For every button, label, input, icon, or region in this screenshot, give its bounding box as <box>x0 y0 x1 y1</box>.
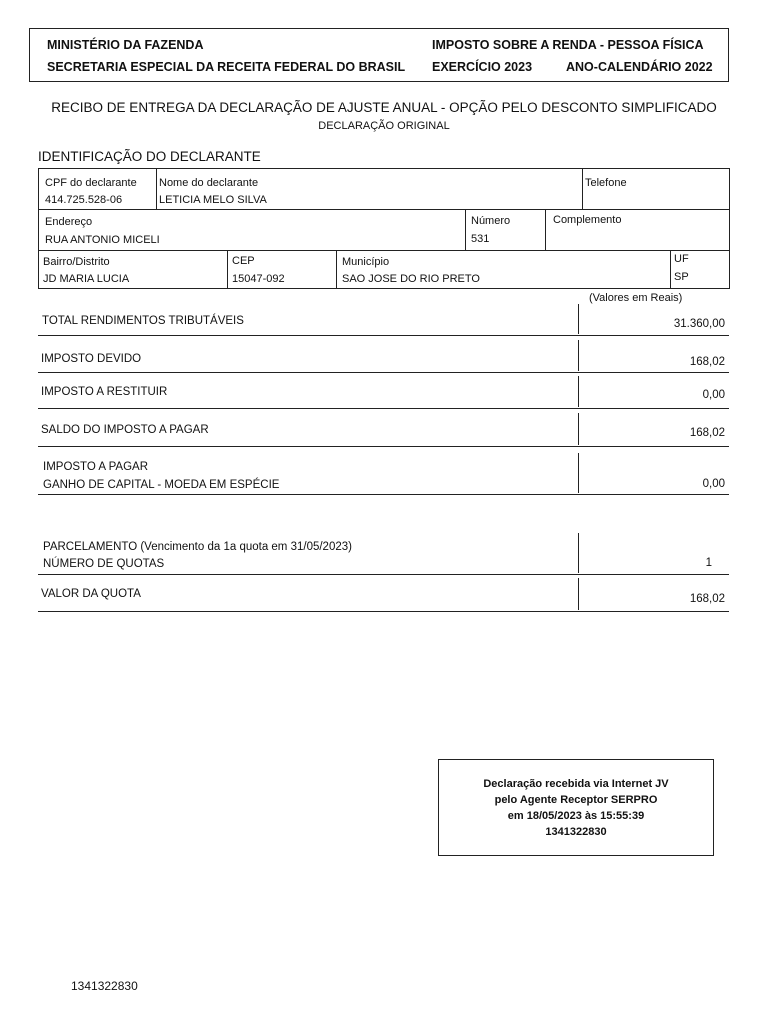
receipt-box <box>438 759 714 856</box>
values-note: (Valores em Reais) <box>589 292 683 304</box>
phone-label: Telefone <box>585 177 627 189</box>
refund-value: 0,00 <box>702 389 725 401</box>
footer-code: 1341322830 <box>71 979 138 993</box>
balance-label: SALDO DO IMPOSTO A PAGAR <box>41 424 209 436</box>
tax-due-value: 168,02 <box>689 356 725 368</box>
quota-value-label: VALOR DA QUOTA <box>41 588 141 600</box>
complement-label: Complemento <box>553 214 622 226</box>
cep-value: 15047-092 <box>232 273 285 285</box>
balance-value: 168,02 <box>689 427 725 439</box>
secretariat-label: SECRETARIA ESPECIAL DA RECEITA FEDERAL DO BRASIL <box>47 60 406 74</box>
exercise-label: EXERCÍCIO 2023 <box>432 60 533 74</box>
capital-gain-value: 0,00 <box>702 478 725 490</box>
quota-value: 168,02 <box>689 593 725 605</box>
number-value: 531 <box>471 233 490 245</box>
ministry-label: MINISTÉRIO DA FAZENDA <box>47 38 204 52</box>
address-label: Endereço <box>45 216 93 228</box>
name-label: Nome do declarante <box>159 177 259 189</box>
total-income-value: 31.360,00 <box>673 318 725 330</box>
uf-value: SP <box>674 271 689 283</box>
tax-due-label: IMPOSTO DEVIDO <box>41 353 142 365</box>
capital-gain-label: GANHO DE CAPITAL - MOEDA EM ESPÉCIE <box>43 479 280 491</box>
header-box <box>29 28 729 82</box>
city-label: Município <box>342 256 390 268</box>
document-title: RECIBO DE ENTREGA DA DECLARAÇÃO DE AJUSTE ANUAL - OPÇÃO PELO DESCONTO SIMPLIFICADO <box>51 100 717 115</box>
address-value: RUA ANTONIO MICELI <box>45 234 160 246</box>
installments-label: PARCELAMENTO (Vencimento da 1a quota em 31/05/2023) <box>43 541 352 553</box>
refund-label: IMPOSTO A RESTITUIR <box>41 386 168 398</box>
summary-table <box>38 300 730 620</box>
identification-title: IDENTIFICAÇÃO DO DECLARANTE <box>38 149 261 164</box>
name-value: LETICIA MELO SILVA <box>159 194 267 206</box>
document-subtitle: DECLARAÇÃO ORIGINAL <box>318 120 450 132</box>
tax-label: IMPOSTO SOBRE A RENDA - PESSOA FÍSICA <box>432 38 704 52</box>
payable-label: IMPOSTO A PAGAR <box>43 461 149 473</box>
receipt-line-4: 1341322830 <box>545 826 607 838</box>
receipt-line-3: em 18/05/2023 às 15:55:39 <box>507 810 645 822</box>
cpf-value: 414.725.528-06 <box>45 194 123 206</box>
cpf-label: CPF do declarante <box>45 177 137 189</box>
quotas-label: NÚMERO DE QUOTAS <box>43 558 165 570</box>
city-value: SAO JOSE DO RIO PRETO <box>342 273 480 285</box>
uf-label: UF <box>674 253 689 265</box>
identification-table <box>38 168 730 289</box>
receipt-line-2: pelo Agente Receptor SERPRO <box>494 794 658 806</box>
district-label: Bairro/Distrito <box>43 256 110 268</box>
calendar-year-label: ANO-CALENDÁRIO 2022 <box>566 60 713 74</box>
quotas-value: 1 <box>705 557 712 569</box>
district-value: JD MARIA LUCIA <box>43 273 130 285</box>
total-income-label: TOTAL RENDIMENTOS TRIBUTÁVEIS <box>42 315 244 327</box>
cep-label: CEP <box>232 255 255 267</box>
receipt-line-1: Declaração recebida via Internet JV <box>483 778 669 790</box>
number-label: Número <box>471 215 511 227</box>
